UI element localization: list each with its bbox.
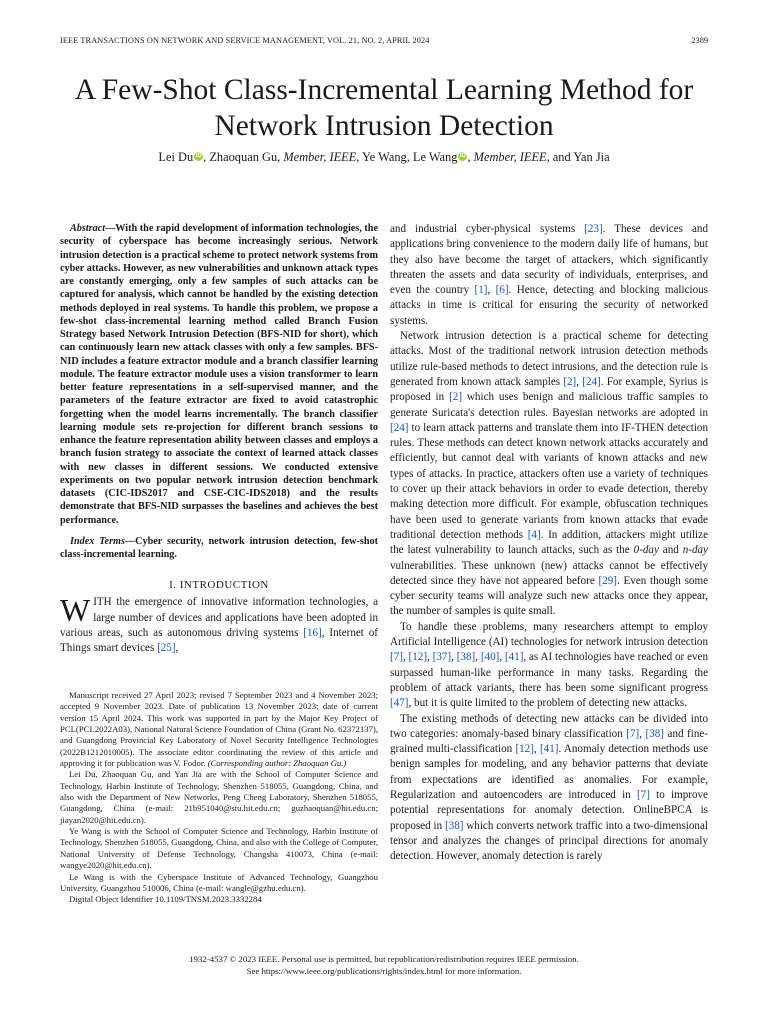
running-header: IEEE TRANSACTIONS ON NETWORK AND SERVICE MANAGEMENT, VOL. 21, NO. 2, APRIL 2024 [60, 36, 430, 45]
author-affiliation: Member, IEEE [473, 150, 547, 164]
body-text: vulnerabilities. These unknown (new) attacks cannot be effectively detected since they have not appeared before [390, 559, 708, 587]
citation-link[interactable]: [29] [598, 574, 617, 587]
body-text: which uses benign and malicious traffic samples to generate Suricata's detection rules. Bayesian networks are adopted in [390, 391, 708, 419]
body-paragraph: To handle these problems, many researchers attempt to employ Artificial Intelligence (AI) technologies for network intrusion detection [7], [12], [37], [38], [40], [41], as AI technologies have reached or even surpassed human-like performance in many tasks. Regarding the problem of attack variants, there has been some significant progress [47], but it is quite limited to the problem of detecting new attacks. [390, 620, 709, 710]
left-column [60, 222, 378, 656]
citation-link[interactable]: [24] [390, 421, 409, 434]
citation-link[interactable]: [38] [444, 819, 464, 832]
citation-link[interactable]: [23] [584, 223, 603, 235]
intro-paragraph [60, 592, 378, 656]
copyright-line: 1932-4537 © 2023 IEEE. Personal use is permitted, but republication/redistribution requires IEEE permission. [189, 954, 579, 964]
footnote-text: Manuscript received 27 April 2023; revised 7 September 2023 and 4 November 2023; accepted 9 November 2023. Date of publication 13 November 2023; date of current version 15 April 2024. This work was supported in part by the Major Key Project of PCL(PCL2022A03), National Natural Science Foundation of China (Grant No. 62372137), and Guangdong Provincial Key Laboratory of Novel Security Intelligence Technologies (2022B1212010005). The associate editor coordinating the review of this article and approving it for publication was V. Fodor. [60, 690, 378, 769]
body-text: , as AI technologies have reached or even surpassed human-like performance in many tasks. Regarding the problem of attack variants, there has been some significant progress [390, 651, 709, 694]
section-heading: I. INTRODUCTION [169, 579, 269, 592]
body-text: . In addition, attackers might utilize the latest vulnerability to launch attacks, such as the [390, 528, 708, 557]
title-line-1: A Few-Shot Class-Incremental Learning Method for [74, 74, 694, 106]
citation-link[interactable]: [6] [495, 284, 509, 297]
body-text: Network intrusion detection is a practical scheme for detecting attacks. Most of the traditional network intrusion detection methods utilize rule-based methods to detect intrusions, and the detection rule is generated from known attack samples [390, 330, 708, 388]
body-text: . Even though some cyber security teams will analyze such new attacks once they appear, the number of samples is quite small. [390, 574, 708, 618]
body-text: to improve potential representations for anomaly detection. OnlineBPCA is proposed in [390, 788, 708, 832]
body-text: To handle these problems, many researchers attempt to employ Artificial Intelligence (AI) technologies for network intrusion detection [390, 620, 708, 649]
body-text: to learn attack patterns and translate them into IF-THEN detection rules. These methods can detect known network attacks accurately and efficiently, but cannot deal with variants of known attacks and new types of attacks. In practice, attackers often use a variety of techniques to cover up their attack behaviors in order to evade detection, thereby making detection more difficult. For example, obfuscation techniques have been used to generate variants from known attacks that evade traditional detection methods [390, 421, 708, 541]
footnote-doi: Digital Object Identifier 10.1109/TNSM.2023.3332284 [69, 894, 262, 905]
citation-link[interactable]: [12] [515, 743, 534, 756]
citation-link[interactable]: [16] [303, 626, 322, 639]
citation-link[interactable]: [41] [504, 651, 524, 664]
body-text: , Internet of Things smart devices [60, 626, 378, 655]
body-text: . Hence, detecting and blocking malicious attacks in time is critical for ensuring the security of networked systems. [390, 284, 708, 327]
drop-cap: W [60, 592, 91, 629]
citation-link[interactable]: [7] [626, 727, 640, 740]
orcid-icon[interactable]: iD [459, 153, 466, 159]
author-affiliation: Member, IEEE [283, 150, 357, 164]
page-number: 2389 [691, 36, 708, 45]
orcid-icon[interactable]: iD [195, 153, 202, 159]
footnote-manuscript [60, 690, 378, 769]
body-paragraph: and industrial cyber-physical systems [23]. These devices and applications bring convenience to the modern daily life of humans, but they also have become the target of attackers, which significantly threaten the assets and data security of individuals, enterprises, and even the country [1], [6]. Hence, detecting and blocking malicious attacks in time is critical for ensuring the security of networked systems. [390, 223, 708, 327]
body-paragraph: The existing methods of detecting new attacks can be divided into two categories: anomaly-based binary classification [7], [38] and fine-grained multi-classification [12], [41]. Anomaly detection methods use benign samples for modeling, and any behavior patterns that deviate from expectations are identified as anomalies. For example, Regularization and autoencoders are introduced in [7] to improve potential representations for anomaly detection. OnlineBPCA is proposed in [38] which converts network traffic into a two-dimensional tensor and analyzes the changes of principal directions for anomaly detection. However, anomaly detection is rarely [390, 712, 708, 863]
body-text: . These devices and applications bring convenience to the modern daily life of humans, but they also have become the target of attackers, which significantly threaten the assets and data security of individuals, enterprises, and even the country [390, 223, 708, 297]
body-text: . For example, Syrius is proposed in [390, 375, 709, 404]
body-text: . Anomaly detection methods use benign samples for modeling, and any behavior patterns that deviate from expectations are identified as anomalies. For example, Regularization and autoencoders are introduced in [390, 743, 708, 801]
index-terms [60, 535, 378, 562]
footnotes [60, 690, 378, 906]
citation-link[interactable]: [38] [456, 651, 476, 664]
rights-link[interactable]: See https://www.ieee.org/publications/rights/index.html for more information. [246, 965, 522, 976]
body-text: and [658, 544, 683, 557]
author-name: Lei Du [158, 150, 194, 164]
author-name: , Ye Wang, Le Wang [356, 150, 458, 164]
body-text: and fine-grained multi-classification [390, 727, 708, 756]
index-terms-text: —Cyber security, network intrusion detection, few-shot class-incremental learning. [60, 535, 378, 560]
body-text: , but it is quite limited to the problem of detecting new attacks. [408, 697, 687, 710]
citation-link[interactable]: [2] [449, 391, 463, 404]
citation-link[interactable]: [41] [539, 743, 559, 756]
citation-link[interactable]: [25] [157, 642, 176, 655]
author-separator: , [467, 150, 474, 164]
abstract-label: Abstract [70, 223, 106, 234]
corresponding-author: (Corresponding author: Zhaoquan Gu.) [207, 758, 347, 769]
right-column [390, 222, 708, 864]
citation-link[interactable]: [38] [645, 727, 664, 740]
abstract [60, 222, 378, 527]
body-text: and industrial cyber-physical systems [390, 223, 585, 235]
body-text-italic: 0-day [633, 544, 659, 557]
citation-link[interactable]: [47] [390, 697, 409, 710]
body-text: , [175, 642, 179, 655]
index-terms-label: Index Terms [70, 535, 125, 547]
citation-link[interactable]: [1] [474, 284, 488, 297]
citation-link[interactable]: [24] [582, 375, 601, 388]
citation-link[interactable]: [2] [563, 375, 577, 388]
copyright-footer [40, 954, 728, 977]
citation-link[interactable]: [37] [432, 651, 452, 664]
footnote-affiliation: Ye Wang is with the School of Computer Science and Technology, Harbin Institute of Technology, Shenzhen 518055, Guangdong, China, and also with the College of Computer, National University of Defense Technology, Changsha 410073, China (e-mail: wangye2020@hit.edu.cn). [60, 826, 378, 871]
body-paragraph: Network intrusion detection is a practical scheme for detecting attacks. Most of the traditional network intrusion detection methods utilize rule-based methods to detect intrusions, and the detection rule is generated from known attack samples [2], [24]. For example, Syrius is proposed in [2] which uses benign and malicious traffic samples to generate Suricata's detection rules. Bayesian networks are adopted in [24] to learn attack patterns and translate them into IF-THEN detection rules. These methods can detect known network attacks accurately and efficiently, but cannot deal with variants of known attacks and new types of attacks. In practice, attackers often use a variety of techniques to cover up their attack behaviors in order to evade detection, thereby making detection more difficult. For example, obfuscation techniques have been used to generate variants from known attacks that evade traditional detection methods [4]. In addition, attackers might utilize the latest vulnerability to launch attacks, such as the 0-day and n-day vulnerabilities. These unknown (new) attacks cannot be effectively detected since they have not appeared before [29]. Even though some cyber security teams will analyze such new attacks once they appear, the number of samples is quite small. [390, 330, 709, 618]
paper-title [40, 72, 728, 144]
author-name: , and Yan Jia [546, 150, 610, 164]
body-text-italic: n-day [682, 544, 708, 557]
citation-link[interactable]: [7] [390, 651, 403, 664]
citation-link[interactable]: [12] [408, 651, 428, 664]
footnote-affiliation: Le Wang is with the Cyberspace Institute of Advanced Technology, Guangzhou University, Guangzhou 510006, China (e-mail: wangle@gzhu.edu.cn). [60, 871, 378, 893]
body-text: which converts network traffic into a two-dimensional tensor and analyzes the changes of principal directions for anomaly detection. However, anomaly detection is rarely [390, 819, 708, 863]
body-text: The existing methods of detecting new attacks can be divided into two categories: anomaly-based binary classification [390, 712, 708, 740]
citation-link[interactable]: [40] [480, 651, 500, 664]
author-list [40, 150, 728, 165]
title-line-2: Network Intrusion Detection [214, 110, 554, 142]
citation-link[interactable]: [4] [527, 528, 541, 541]
body-text: ITH the emergence of innovative information technologies, a large number of devices and applications have been adopted in various areas, such as autonomous driving systems [60, 596, 378, 639]
abstract-text: —With the rapid development of information technologies, the security of cyberspace has become increasingly serious. Network intrusion detection is a practical scheme to protect network systems from cyber attacks. However, as new vulnerabilities and unknown attack types are constantly emerging, only a few samples of such attacks can be captured for analysis, which cannot be handled by the existing detection methods deployed in real systems. To handle this problem, we propose a few-shot class-incremental learning method called Branch Fusion Strategy based Network Intrusion Detection (BFS-NID for short), which can continuously learn new attack classes with only a few samples. BFS-NID includes a feature extractor module and a branch classifier learning module. The feature extractor module uses a vision transformer to learn better feature representations in a self-supervised manner, and the parameters of the feature extractor are fixed to avoid catastrophic forgetting when the model learns incrementally. The branch classifier learning module sets re-projection for different branch sessions to enhance the feature representation ability between classes and employs a branch fusion strategy to associate the context of learned attack classes with new classes in different sessions. We conducted extensive experiments on two popular network intrusion detection benchmark datasets (CIC-IDS2017 and CSE-CIC-IDS2018) and the results demonstrate that BFS-NID surpasses the baselines and achieves the best performance. [60, 223, 378, 526]
citation-link[interactable]: [7] [636, 788, 650, 801]
author-name: , Zhaoquan Gu, [203, 150, 284, 164]
footnote-affiliation: Lei Du, Zhaoquan Gu, and Yan Jia are with the School of Computer Science and Technology, Harbin Institute of Technology, Shenzhen 518055, Guangdong, China, and also with the Department of New Networks, Peng Cheng Laboratory, Shenzhen 518055, Guangdong, China (e-mail: 21b951040@stu.hit.edu.cn; guzhaoquan@hit.edu.cn; jiayan2020@hit.edu.cn). [60, 769, 378, 825]
